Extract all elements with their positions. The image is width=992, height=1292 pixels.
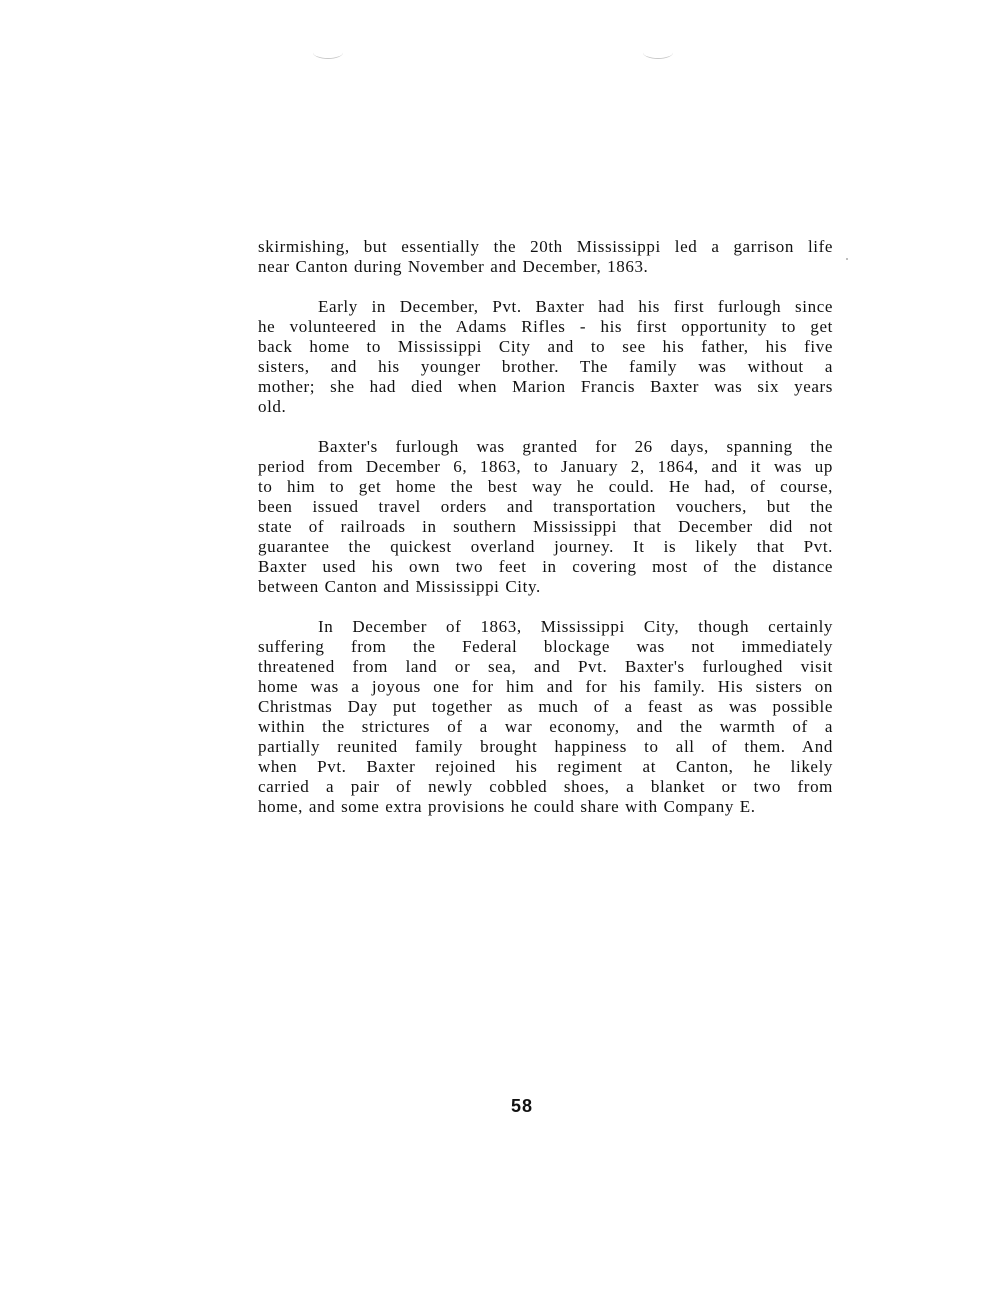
text-line: sisters, and his younger brother. The family was without a: [258, 357, 833, 376]
text-line: back home to Mississippi City and to see his father, his five: [258, 337, 833, 356]
text-line: state of railroads in southern Mississippi that December did not: [258, 517, 833, 536]
text-line: Christmas Day put together as much of a feast as was possible: [258, 697, 833, 716]
binder-hole-mark-right: [643, 46, 673, 59]
body-text: [258, 237, 833, 817]
text-line: partially reunited family brought happiness to all of them. And: [258, 737, 833, 756]
text-line: between Canton and Mississippi City.: [258, 577, 541, 596]
text-line: Baxter's furlough was granted for 26 days, spanning the: [318, 437, 833, 456]
text-line: been issued travel orders and transportation vouchers, but the: [258, 497, 833, 516]
text-line: guarantee the quickest overland journey. It is likely that Pvt.: [258, 537, 833, 556]
text-line: Baxter used his own two feet in covering most of the distance: [258, 557, 833, 576]
binder-hole-mark-left: [313, 46, 343, 59]
text-line: he volunteered in the Adams Rifles - his first opportunity to get: [258, 317, 833, 336]
text-line: old.: [258, 397, 287, 416]
text-line: home was a joyous one for him and for his family. His sisters on: [258, 677, 833, 696]
text-line: when Pvt. Baxter rejoined his regiment at Canton, he likely: [258, 757, 833, 776]
page-number: 58: [510, 1096, 534, 1116]
text-line: mother; she had died when Marion Francis Baxter was six years: [258, 377, 833, 396]
paragraph-3: [258, 437, 833, 597]
text-line: threatened from land or sea, and Pvt. Baxter's furloughed visit: [258, 657, 833, 676]
text-line: period from December 6, 1863, to January 2, 1864, and it was up: [258, 457, 833, 476]
scan-speck: [846, 258, 848, 260]
paragraph-1: [258, 237, 833, 277]
text-line: near Canton during November and December, 1863.: [258, 257, 649, 276]
text-line: within the strictures of a war economy, and the warmth of a: [258, 717, 833, 736]
text-line: suffering from the Federal blockage was not immediately: [258, 637, 833, 656]
text-line: skirmishing, but essentially the 20th Mississippi led a garrison life: [258, 237, 833, 256]
text-line: carried a pair of newly cobbled shoes, a blanket or two from: [258, 777, 833, 796]
text-line: Early in December, Pvt. Baxter had his first furlough since: [318, 297, 833, 316]
paragraph-2: [258, 297, 833, 417]
text-line: In December of 1863, Mississippi City, though certainly: [318, 617, 833, 636]
paragraph-4: [258, 617, 833, 817]
text-line: home, and some extra provisions he could share with Company E.: [258, 797, 756, 816]
text-line: to him to get home the best way he could. He had, of course,: [258, 477, 833, 496]
